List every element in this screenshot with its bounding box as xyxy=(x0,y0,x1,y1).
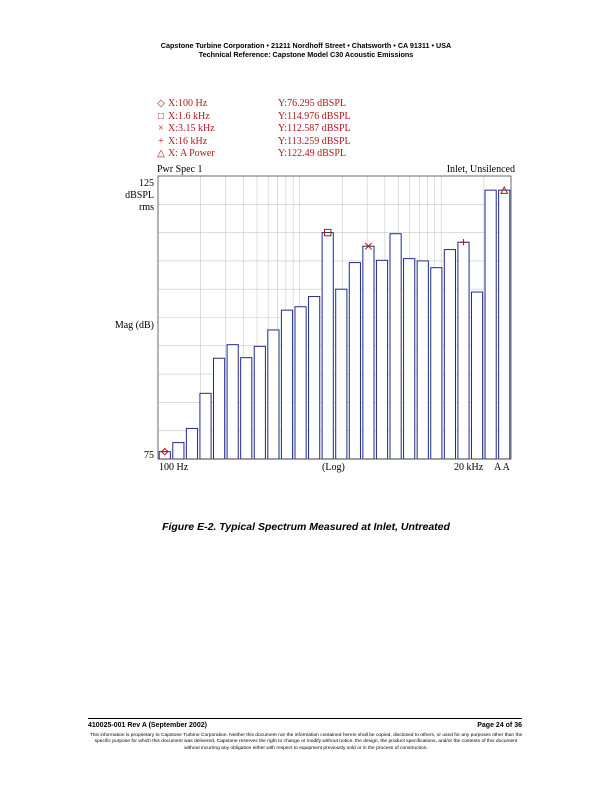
spectrum-bar xyxy=(254,346,265,459)
plus-icon: + xyxy=(158,135,164,147)
spectrum-bar xyxy=(241,358,252,459)
legend-y-value: Y:112.587 dBSPL xyxy=(278,123,351,135)
square-icon: □ xyxy=(157,110,165,122)
chart-bars xyxy=(159,190,510,459)
spectrum-bar xyxy=(214,358,225,459)
spectrum-bar xyxy=(417,261,428,459)
legend-y-value: Y:113.259 dBSPL xyxy=(278,135,351,147)
spectrum-bar xyxy=(322,233,333,459)
header-line-2: Technical Reference: Capstone Model C30 Acoustic Emissions xyxy=(198,50,414,59)
legend-x-value: X:3.15 kHz xyxy=(168,123,215,135)
spectrum-bar xyxy=(485,190,496,459)
legend-y-value: Y:76.295 dBSPL xyxy=(278,98,346,109)
legend-x-value: X: A Power xyxy=(168,148,215,160)
spectrum-bar xyxy=(309,297,320,459)
chart-title-right: Inlet, Unsilenced xyxy=(446,164,515,175)
triangle-icon: △ xyxy=(157,148,165,160)
x-axis-extra-label: A A xyxy=(494,462,510,473)
y-axis-bottom-label: 75 xyxy=(144,450,154,461)
footer-rule xyxy=(88,718,522,719)
legend-x-value: X:16 kHz xyxy=(168,135,208,147)
y-axis-unit-label: dBSPL xyxy=(125,190,154,201)
spectrum-bar xyxy=(186,428,197,459)
spectrum-bar xyxy=(173,443,184,459)
figure-caption: Figure E-2. Typical Spectrum Measured at Inlet, Untreated xyxy=(162,521,450,533)
footer-page-number: Page 24 of 36 xyxy=(477,722,522,729)
legend-y-value: Y:122.49 dBSPL xyxy=(278,148,346,160)
header-line-1: Capstone Turbine Corporation • 21211 Nordhoff Street • Chatsworth • CA 91311 • USA xyxy=(160,41,452,50)
spectrum-bar xyxy=(200,393,211,459)
legend-x-value: X:1.6 kHz xyxy=(168,110,210,122)
spectrum-bar xyxy=(404,259,415,459)
x-mark-icon: × xyxy=(158,123,164,135)
spectrum-bar xyxy=(431,268,442,459)
spectrum-bar xyxy=(444,250,455,459)
spectrum-bar xyxy=(471,292,482,459)
legend-x-value: X:100 Hz xyxy=(168,98,208,109)
spectrum-bar xyxy=(458,242,469,459)
spectrum-bar xyxy=(390,234,401,459)
footer-doc-number: 410025-001 Rev A (September 2002) xyxy=(88,722,207,729)
diamond-icon: ◇ xyxy=(157,98,165,109)
spectrum-bar xyxy=(281,310,292,459)
spectrum-bar xyxy=(349,263,360,459)
footer-disclaimer: This information is proprietary to Capstone Turbine Corporation. Neither this document nor the information contained herein shall be copied, disclosed to others, or used for any purposes other than the specific purpose for which this document was delivered. Capstone reserves the right to change or modify without notice, the design, the product specifications, and/or the contents of this document without incurring any obligation either with respect to equipment previously sold or in the process of construction. xyxy=(89,733,523,751)
spectrum-bar xyxy=(336,289,347,459)
y-axis-unit-label-rms: rms xyxy=(139,202,154,213)
spectrum-bar xyxy=(295,307,306,459)
spectrum-bar xyxy=(268,330,279,459)
chart-title-left: Pwr Spec 1 xyxy=(157,164,203,175)
y-axis-top-label: 125 xyxy=(139,178,154,189)
spectrum-bar xyxy=(363,246,374,459)
x-axis-mid-label: (Log) xyxy=(322,462,345,473)
spectrum-bar xyxy=(376,260,387,459)
y-axis-label: Mag (dB) xyxy=(114,320,154,331)
spectrum-bar xyxy=(227,345,238,459)
legend-y-value: Y:114.976 dBSPL xyxy=(278,110,351,122)
x-axis-left-label: 100 Hz xyxy=(159,462,189,473)
x-axis-right-label: 20 kHz xyxy=(454,462,484,473)
spectrum-bar xyxy=(499,190,510,459)
